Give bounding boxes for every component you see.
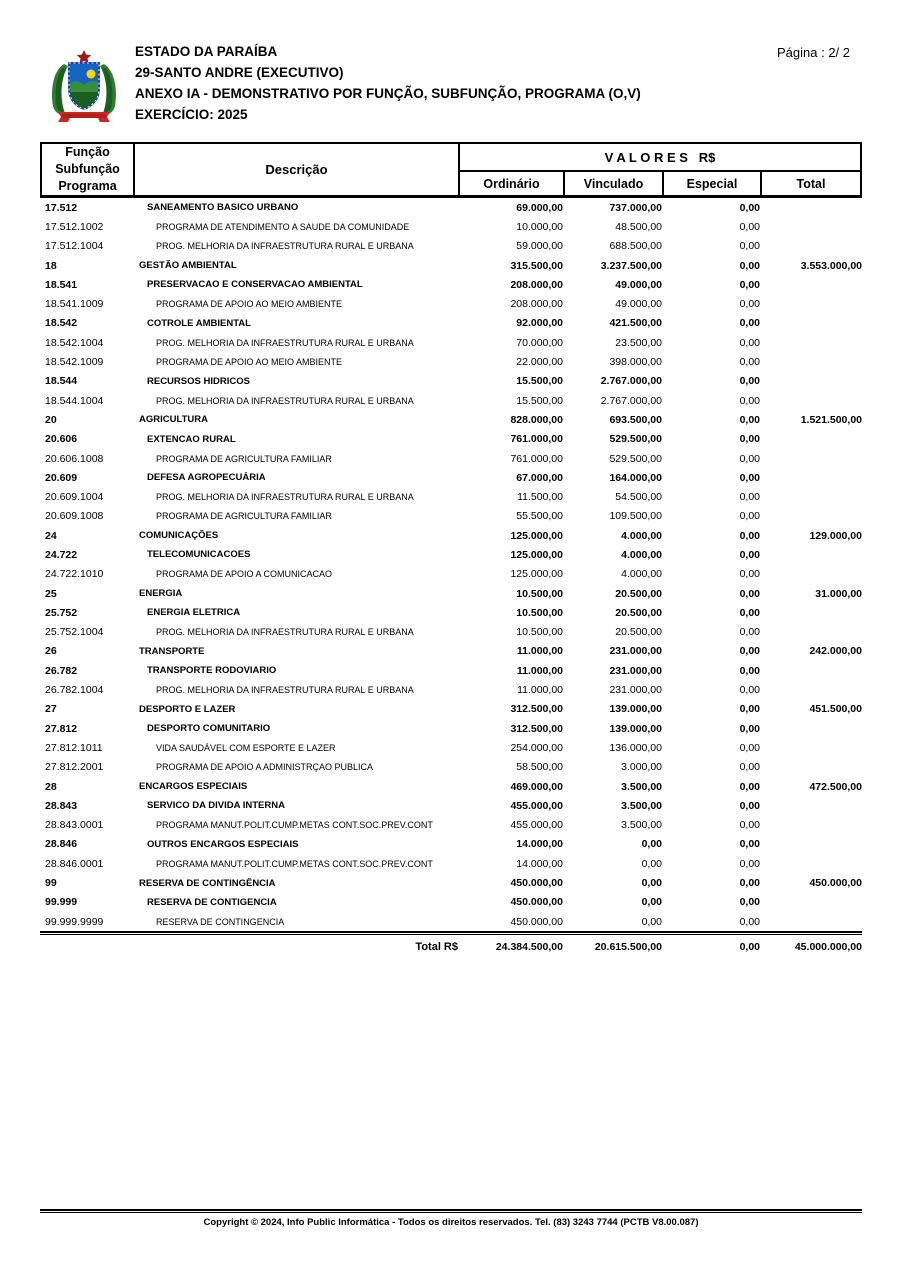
row-value-vinculado: 49.000,00 xyxy=(615,298,662,311)
row-code: 24 xyxy=(45,529,57,542)
row-value-ordinario: 312.500,00 xyxy=(510,703,563,716)
row-value-vinculado: 4.000,00 xyxy=(621,568,662,581)
row-value-ordinario: 69.000,00 xyxy=(516,201,563,214)
row-value-vinculado: 48.500,00 xyxy=(615,220,662,233)
row-code: 18.541 xyxy=(45,278,78,291)
row-value-vinculado: 139.000,00 xyxy=(609,703,662,716)
row-value-vinculado: 421.500,00 xyxy=(609,317,662,330)
row-value-ordinario: 455.000,00 xyxy=(510,799,563,812)
row-code: 20.609.1008 xyxy=(45,510,104,523)
row-value-ordinario: 11.000,00 xyxy=(516,645,563,658)
row-value-ordinario: 14.000,00 xyxy=(516,838,563,851)
row-code: 17.512 xyxy=(45,201,78,214)
row-description: PROGRAMA DE ATENDIMENTO A SAUDE DA COMUNIDADE xyxy=(156,221,410,232)
row-code: 20.606 xyxy=(45,433,78,446)
column-header-ordinario: Ordinário xyxy=(460,172,565,195)
row-code: 26.782 xyxy=(45,664,78,677)
row-value-vinculado: 231.000,00 xyxy=(609,645,662,658)
row-value-especial: 0,00 xyxy=(739,356,760,369)
table-row xyxy=(40,603,862,622)
row-value-especial: 0,00 xyxy=(739,896,760,909)
row-value-ordinario: 450.000,00 xyxy=(510,896,563,909)
row-value-vinculado: 0,00 xyxy=(641,857,662,870)
row-description: PROGRAMA DE AGRICULTURA FAMILIAR xyxy=(156,511,332,522)
row-code: 27.812.1011 xyxy=(45,741,103,754)
row-value-ordinario: 312.500,00 xyxy=(510,722,563,735)
footer-separator-line xyxy=(40,1209,862,1213)
table-body xyxy=(40,198,862,931)
row-code: 99.999 xyxy=(45,896,78,909)
table-row xyxy=(40,738,862,757)
row-value-especial: 0,00 xyxy=(739,780,760,793)
table-row xyxy=(40,854,862,873)
row-description: PROGRAMA DE APOIO A ADMINISTRÇAO PUBLICA xyxy=(156,762,374,773)
budget-table xyxy=(40,142,862,959)
row-code: 17.512.1004 xyxy=(45,240,104,253)
row-code: 24.722.1010 xyxy=(45,568,104,581)
table-row xyxy=(40,623,862,642)
table-row xyxy=(40,314,862,333)
row-value-total: 129.000,00 xyxy=(809,529,862,542)
row-value-total: 451.500,00 xyxy=(809,703,862,716)
row-value-vinculado: 109.500,00 xyxy=(609,510,662,523)
report-title: ANEXO IA - DEMONSTRATIVO POR FUNÇÃO, SUBFUNÇÃO, PROGRAMA (O,V) xyxy=(135,86,641,101)
row-value-ordinario: 10.500,00 xyxy=(516,587,563,600)
row-value-especial: 0,00 xyxy=(739,819,760,832)
row-value-ordinario: 70.000,00 xyxy=(516,336,563,349)
row-description: TRANSPORTE RODOVIARIO xyxy=(147,665,277,677)
table-row xyxy=(40,410,862,429)
row-value-especial: 0,00 xyxy=(739,452,760,465)
row-code: 26 xyxy=(45,645,57,658)
row-value-ordinario: 761.000,00 xyxy=(510,452,563,465)
row-value-especial: 0,00 xyxy=(739,510,760,523)
row-value-especial: 0,00 xyxy=(739,877,760,890)
row-value-especial: 0,00 xyxy=(739,838,760,851)
column-header-descricao: Descrição xyxy=(135,144,460,195)
row-value-especial: 0,00 xyxy=(739,857,760,870)
table-row xyxy=(40,217,862,236)
row-value-especial: 0,00 xyxy=(739,336,760,349)
row-code: 20.606.1008 xyxy=(45,452,104,465)
row-value-ordinario: 208.000,00 xyxy=(510,278,563,291)
row-value-vinculado: 4.000,00 xyxy=(621,548,662,561)
table-row xyxy=(40,507,862,526)
row-value-especial: 0,00 xyxy=(739,915,760,928)
row-code: 27.812 xyxy=(45,722,78,735)
row-code: 20 xyxy=(45,413,57,426)
row-value-ordinario: 11.500,00 xyxy=(517,491,563,504)
row-value-total: 3.553.000,00 xyxy=(800,259,862,272)
row-code: 25.752 xyxy=(45,606,78,619)
row-description: AGRICULTURA xyxy=(139,414,208,426)
total-label: Total R$ xyxy=(415,941,458,954)
row-description: PRESERVACAO E CONSERVACAO AMBIENTAL xyxy=(147,279,363,291)
row-code: 28.843 xyxy=(45,799,78,812)
row-description: SANEAMENTO BASICO URBANO xyxy=(147,202,299,214)
row-value-vinculado: 20.500,00 xyxy=(615,606,662,619)
column-header-codigo: Função Subfunção Programa xyxy=(42,144,135,195)
row-description: PROG. MELHORIA DA INFRAESTRUTURA RURAL E URBANA xyxy=(156,241,414,252)
table-row xyxy=(40,565,862,584)
star-icon xyxy=(77,50,91,64)
row-code: 24.722 xyxy=(45,548,78,561)
row-description: PROGRAMA MANUT.POLIT.CUMP.METAS CONT.SOC.PREV.CONT xyxy=(156,820,433,831)
row-value-vinculado: 529.500,00 xyxy=(609,452,662,465)
row-description: PROG. MELHORIA DA INFRAESTRUTURA RURAL E URBANA xyxy=(156,337,414,348)
row-value-ordinario: 55.500,00 xyxy=(516,510,563,523)
row-description: PROG. MELHORIA DA INFRAESTRUTURA RURAL E URBANA xyxy=(156,685,414,696)
row-value-ordinario: 125.000,00 xyxy=(510,548,563,561)
row-value-especial: 0,00 xyxy=(739,761,760,774)
row-value-vinculado: 231.000,00 xyxy=(609,664,662,677)
total-total: 45.000.000,00 xyxy=(794,941,862,954)
table-row xyxy=(40,275,862,294)
row-value-vinculado: 3.500,00 xyxy=(621,799,662,812)
row-value-vinculado: 688.500,00 xyxy=(609,240,662,253)
row-code: 25.752.1004 xyxy=(45,626,104,639)
row-value-especial: 0,00 xyxy=(739,606,760,619)
table-row xyxy=(40,642,862,661)
row-value-ordinario: 208.000,00 xyxy=(510,298,563,311)
row-value-vinculado: 139.000,00 xyxy=(609,722,662,735)
table-row xyxy=(40,700,862,719)
row-value-ordinario: 455.000,00 xyxy=(510,819,563,832)
table-row xyxy=(40,294,862,313)
row-code: 18 xyxy=(45,259,57,272)
table-row xyxy=(40,352,862,371)
paraiba-coat-of-arms-logo xyxy=(48,50,120,128)
row-value-vinculado: 0,00 xyxy=(641,915,662,928)
table-row xyxy=(40,526,862,545)
row-value-vinculado: 20.500,00 xyxy=(615,626,662,639)
row-value-especial: 0,00 xyxy=(739,317,760,330)
column-header-especial: Especial xyxy=(664,172,762,195)
table-row xyxy=(40,391,862,410)
row-description: RESERVA DE CONTIGENCIA xyxy=(147,896,277,908)
row-code: 28 xyxy=(45,780,57,793)
row-description: PROG. MELHORIA DA INFRAESTRUTURA RURAL E URBANA xyxy=(156,627,414,638)
row-value-vinculado: 529.500,00 xyxy=(609,433,662,446)
row-code: 25 xyxy=(45,587,57,600)
row-value-ordinario: 15.500,00 xyxy=(516,394,563,407)
row-description: DESPORTO E LAZER xyxy=(139,703,236,715)
row-description: COMUNICAÇÕES xyxy=(139,530,219,542)
row-value-especial: 0,00 xyxy=(739,529,760,542)
row-description: PROG. MELHORIA DA INFRAESTRUTURA RURAL E URBANA xyxy=(156,395,414,406)
row-value-vinculado: 2.767.000,00 xyxy=(600,375,662,388)
row-value-vinculado: 2.767.000,00 xyxy=(600,394,662,407)
table-header xyxy=(40,142,862,198)
row-value-ordinario: 15.500,00 xyxy=(516,375,563,388)
total-row xyxy=(40,935,862,959)
row-value-vinculado: 0,00 xyxy=(641,896,662,909)
row-description: ENERGIA ELETRICA xyxy=(147,607,241,619)
row-code: 99 xyxy=(45,877,57,890)
row-code: 99.999.9999 xyxy=(45,915,104,928)
table-row xyxy=(40,835,862,854)
table-row xyxy=(40,256,862,275)
total-especial: 0,00 xyxy=(739,941,760,954)
row-value-especial: 0,00 xyxy=(739,375,760,388)
row-value-especial: 0,00 xyxy=(739,645,760,658)
row-value-especial: 0,00 xyxy=(739,220,760,233)
table-row xyxy=(40,449,862,468)
row-value-total: 31.000,00 xyxy=(815,587,862,600)
row-value-vinculado: 0,00 xyxy=(641,877,662,890)
row-value-especial: 0,00 xyxy=(739,298,760,311)
row-code: 18.542.1004 xyxy=(45,336,104,349)
row-description: RESERVA DE CONTINGENCIA xyxy=(156,916,285,927)
row-value-ordinario: 125.000,00 xyxy=(510,529,563,542)
table-row xyxy=(40,912,862,931)
row-description: PROGRAMA MANUT.POLIT.CUMP.METAS CONT.SOC.PREV.CONT xyxy=(156,858,433,869)
row-value-total: 450.000,00 xyxy=(809,877,862,890)
row-value-ordinario: 469.000,00 xyxy=(510,780,563,793)
entity-title: 29-SANTO ANDRE (EXECUTIVO) xyxy=(135,65,344,80)
values-header-group xyxy=(460,144,860,195)
row-value-ordinario: 10.500,00 xyxy=(516,626,563,639)
row-code: 28.846 xyxy=(45,838,78,851)
row-description: PROGRAMA DE APOIO A COMUNICACAO xyxy=(156,569,333,580)
row-description: DESPORTO COMUNITARIO xyxy=(147,723,271,735)
row-value-vinculado: 3.500,00 xyxy=(621,819,662,832)
row-value-ordinario: 67.000,00 xyxy=(516,471,563,484)
page-number: Página : 2/ 2 xyxy=(777,45,850,60)
row-value-ordinario: 315.500,00 xyxy=(510,259,563,272)
row-code: 28.846.0001 xyxy=(45,857,104,870)
row-value-especial: 0,00 xyxy=(739,722,760,735)
row-code: 18.544 xyxy=(45,375,78,388)
row-value-ordinario: 761.000,00 xyxy=(510,433,563,446)
row-value-ordinario: 450.000,00 xyxy=(510,915,563,928)
table-row xyxy=(40,237,862,256)
row-value-vinculado: 3.000,00 xyxy=(621,761,662,774)
row-code: 26.782.1004 xyxy=(45,684,104,697)
table-row xyxy=(40,816,862,835)
row-description: EXTENCAO RURAL xyxy=(147,433,236,445)
row-value-vinculado: 398.000,00 xyxy=(609,356,662,369)
row-value-ordinario: 59.000,00 xyxy=(516,240,563,253)
row-description: GESTÃO AMBIENTAL xyxy=(139,260,237,272)
table-row xyxy=(40,468,862,487)
row-value-especial: 0,00 xyxy=(739,741,760,754)
row-description: PROG. MELHORIA DA INFRAESTRUTURA RURAL E URBANA xyxy=(156,492,414,503)
row-value-especial: 0,00 xyxy=(739,548,760,561)
row-value-especial: 0,00 xyxy=(739,684,760,697)
row-value-vinculado: 3.237.500,00 xyxy=(600,259,662,272)
report-header xyxy=(135,41,641,125)
exercise-year: EXERCÍCIO: 2025 xyxy=(135,107,248,122)
row-value-ordinario: 10.000,00 xyxy=(516,220,563,233)
row-value-especial: 0,00 xyxy=(739,664,760,677)
table-row xyxy=(40,719,862,738)
row-value-total: 1.521.500,00 xyxy=(800,413,862,426)
row-value-especial: 0,00 xyxy=(739,394,760,407)
row-value-total: 242.000,00 xyxy=(809,645,862,658)
row-value-vinculado: 231.000,00 xyxy=(609,684,662,697)
row-value-especial: 0,00 xyxy=(739,799,760,812)
total-vinculado: 20.615.500,00 xyxy=(594,941,662,954)
table-row xyxy=(40,487,862,506)
row-value-vinculado: 54.500,00 xyxy=(615,491,662,504)
row-value-especial: 0,00 xyxy=(739,259,760,272)
row-code: 28.843.0001 xyxy=(45,819,104,832)
row-description: RECURSOS HIDRICOS xyxy=(147,375,250,387)
row-value-vinculado: 0,00 xyxy=(641,838,662,851)
row-value-vinculado: 136.000,00 xyxy=(609,741,662,754)
state-title: ESTADO DA PARAÍBA xyxy=(135,44,278,59)
row-code: 18.542.1009 xyxy=(45,356,104,369)
table-row xyxy=(40,333,862,352)
table-row xyxy=(40,430,862,449)
row-value-ordinario: 11.000,00 xyxy=(516,664,563,677)
row-code: 27 xyxy=(45,703,57,716)
row-value-vinculado: 737.000,00 xyxy=(609,201,662,214)
column-header-vinculado: Vinculado xyxy=(565,172,664,195)
row-description: VIDA SAUDÁVEL COM ESPORTE E LAZER xyxy=(156,742,336,753)
row-value-vinculado: 693.500,00 xyxy=(609,413,662,426)
row-value-especial: 0,00 xyxy=(739,240,760,253)
table-row xyxy=(40,198,862,217)
row-value-especial: 0,00 xyxy=(739,626,760,639)
row-value-ordinario: 92.000,00 xyxy=(516,317,563,330)
row-description: PROGRAMA DE APOIO AO MEIO AMBIENTE xyxy=(156,357,343,368)
row-value-vinculado: 4.000,00 xyxy=(621,529,662,542)
table-row xyxy=(40,796,862,815)
table-row xyxy=(40,584,862,603)
row-code: 17.512.1002 xyxy=(45,220,104,233)
row-code: 27.812.2001 xyxy=(45,761,104,774)
total-ordinario: 24.384.500,00 xyxy=(495,941,563,954)
row-code: 18.541.1009 xyxy=(45,298,104,311)
row-value-ordinario: 125.000,00 xyxy=(510,568,563,581)
row-description: SERVICO DA DIVIDA INTERNA xyxy=(147,800,285,812)
column-header-total: Total xyxy=(796,176,826,191)
row-code: 18.542 xyxy=(45,317,78,330)
row-value-ordinario: 11.000,00 xyxy=(517,684,563,697)
row-value-especial: 0,00 xyxy=(739,587,760,600)
row-description: RESERVA DE CONTINGÊNCIA xyxy=(139,877,276,889)
row-description: DEFESA AGROPECUÁRIA xyxy=(147,472,266,484)
row-description: PROGRAMA DE APOIO AO MEIO AMBIENTE xyxy=(156,299,343,310)
row-value-especial: 0,00 xyxy=(739,703,760,716)
row-value-especial: 0,00 xyxy=(739,278,760,291)
table-row xyxy=(40,680,862,699)
row-description: OUTROS ENCARGOS ESPECIAIS xyxy=(147,838,299,850)
row-value-vinculado: 20.500,00 xyxy=(615,587,662,600)
row-value-total: 472.500,00 xyxy=(809,780,862,793)
table-row xyxy=(40,893,862,912)
table-row xyxy=(40,758,862,777)
row-code: 18.544.1004 xyxy=(45,394,104,407)
row-description: COTROLE AMBIENTAL xyxy=(147,317,251,329)
row-value-vinculado: 3.500,00 xyxy=(621,780,662,793)
row-value-especial: 0,00 xyxy=(739,433,760,446)
row-value-vinculado: 49.000,00 xyxy=(615,278,662,291)
row-code: 20.609.1004 xyxy=(45,491,104,504)
row-value-vinculado: 164.000,00 xyxy=(609,471,662,484)
row-value-especial: 0,00 xyxy=(739,201,760,214)
row-value-especial: 0,00 xyxy=(739,413,760,426)
row-description: ENERGIA xyxy=(139,588,183,600)
row-value-ordinario: 828.000,00 xyxy=(510,413,563,426)
row-value-ordinario: 22.000,00 xyxy=(516,356,563,369)
row-value-ordinario: 10.500,00 xyxy=(516,606,563,619)
row-value-ordinario: 254.000,00 xyxy=(510,741,563,754)
table-row xyxy=(40,545,862,564)
table-row xyxy=(40,372,862,391)
row-description: TELECOMUNICACOES xyxy=(147,549,251,561)
row-value-ordinario: 14.000,00 xyxy=(516,857,563,870)
row-description: TRANSPORTE xyxy=(139,645,205,657)
table-row xyxy=(40,777,862,796)
row-code: 20.609 xyxy=(45,471,78,484)
row-description: ENCARGOS ESPECIAIS xyxy=(139,781,248,793)
row-value-especial: 0,00 xyxy=(739,568,760,581)
row-value-ordinario: 58.500,00 xyxy=(516,761,563,774)
table-row xyxy=(40,873,862,892)
row-description: PROGRAMA DE AGRICULTURA FAMILIAR xyxy=(156,453,332,464)
row-value-especial: 0,00 xyxy=(739,491,760,504)
row-value-ordinario: 450.000,00 xyxy=(510,877,563,890)
valores-header: V A L O R E S R$ xyxy=(460,144,860,172)
footer-copyright: Copyright © 2024, Info Public Informática - Todos os direitos reservados. Tel. (83) 3243 7744 (PCTB V8.00.087) xyxy=(203,1217,699,1228)
table-row xyxy=(40,661,862,680)
row-value-vinculado: 23.500,00 xyxy=(615,336,662,349)
row-value-especial: 0,00 xyxy=(739,471,760,484)
